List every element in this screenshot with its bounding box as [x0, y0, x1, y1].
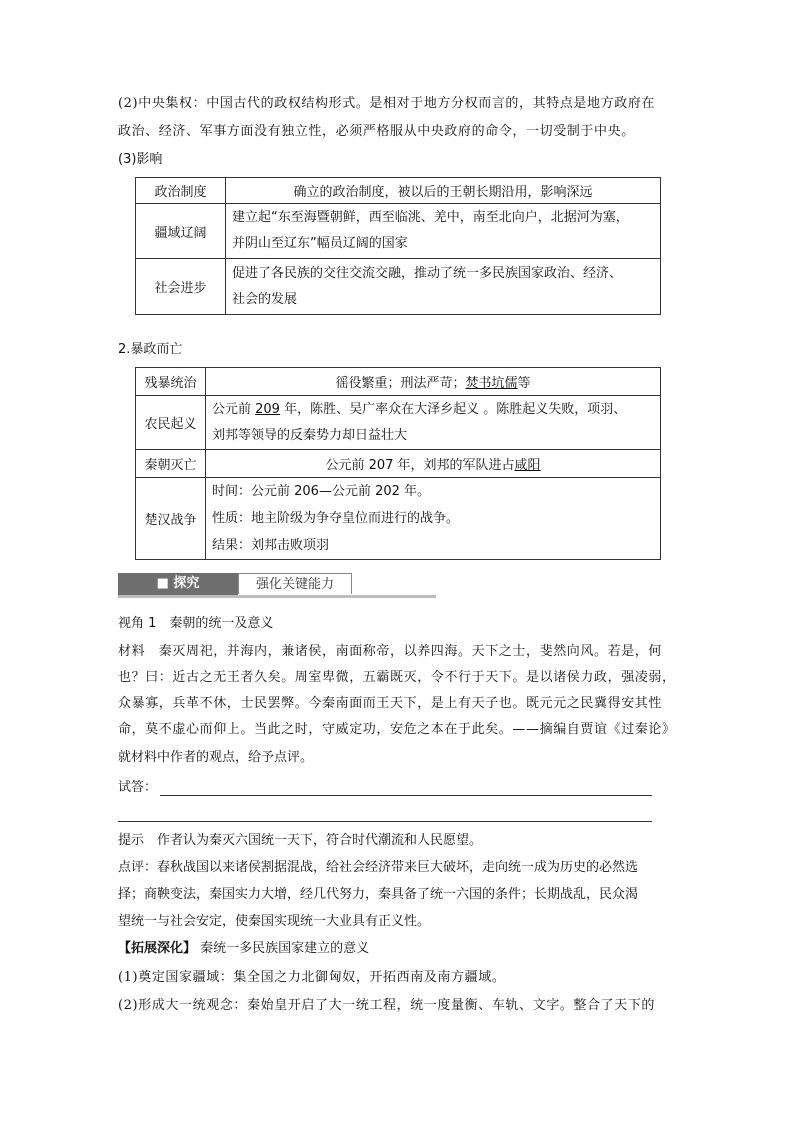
row-content: 确立的政治制度，被以后的王朝长期沿用，影响深远 [226, 178, 661, 204]
text-span: 等 [517, 376, 531, 391]
underlined-term: 焚书坑儒 [465, 376, 518, 391]
hint: 提示 作者认为秦灭六国统一天下，符合时代潮流和人民愿望。 [118, 833, 483, 848]
influence-table [135, 177, 661, 315]
row-line: 建立起“东至海暨朝鲜，西至临洮、羌中，南至北向户，北据河为塞， [232, 210, 629, 225]
row-head: 政治制度 [136, 178, 226, 204]
text-span: 公元前 207 年，刘邦的军队进占 [325, 458, 515, 473]
significance-line-1: (1)奠定国家疆域：集全国之力北御匈奴，开拓西南及南方疆域。 [118, 970, 506, 985]
underlined-term: 209 [255, 401, 280, 417]
comment-line-1: 点评：春秋战国以来诸侯割据混战，给社会经济带来巨大破坏，走向统一成为历史的必然选 [118, 860, 639, 875]
row-line: 并阴山至辽东”幅员辽阔的国家 [232, 236, 408, 251]
row-head: 社会进步 [136, 259, 226, 315]
row-content [206, 396, 661, 450]
text-span: 年，陈胜、吴广率众在大泽乡起义 。陈胜起义失败，项羽、 [279, 401, 627, 417]
material-line-2: 也？曰：近古之无王者久矣。周室卑微，五霸既灭，令不行于天下。是以诸侯力政，强凌弱， [118, 670, 676, 685]
angle-title: 视角 1 秦朝的统一及意义 [118, 616, 274, 631]
answer-line[interactable] [160, 795, 652, 796]
question: 就材料中作者的观点，给予点评。 [118, 750, 314, 765]
row-content [206, 450, 661, 478]
extend-tag: 【拓展深化】 [118, 941, 197, 956]
row-head: 秦朝灭亡 [136, 450, 206, 478]
central-power-line-1: (2)中央集权：中国古代的政权结构形式。是相对于地方分权而言的，其特点是地方政府在 [118, 96, 656, 111]
row-content [206, 478, 661, 560]
table-row [136, 368, 661, 396]
row-line: 社会的发展 [232, 291, 298, 307]
row-head: 疆域辽阔 [136, 204, 226, 259]
answer-line[interactable] [118, 821, 652, 822]
table-row [136, 478, 661, 560]
comment-line-3: 望统一与社会安定，使秦国实现统一大业具有正义性。 [118, 914, 431, 929]
row-line: 性质：地主阶级为争夺皇位而进行的战争。 [212, 511, 460, 526]
tyranny-heading: 2.暴政而亡 [118, 342, 183, 357]
material-line-3: 众暴寡，兵革不休，士民罢弊。今秦南面而王天下，是上有天子也。既元元之民冀得安其性 [118, 696, 663, 711]
text-span: 命，莫不虚心而仰上。当此之时，守威定功，安危之本在于此矣。 [118, 722, 513, 737]
central-power-line-2: 政治、经济、军事方面没有独立性，必须严格服从中央政府的命令，一切受制于中央。 [118, 124, 635, 139]
comment-line-2: 择；商鞅变法，秦国实力大增，经几代努力，秦具备了统一六国的条件；长期战乱，民众渴 [118, 887, 639, 902]
material-line-4 [118, 716, 678, 744]
row-line: 促进了各民族的交往交流交融，推动了统一多民族国家政治、经济、 [232, 265, 623, 281]
extend-title: 秦统一多民族国家建立的意义 [200, 941, 370, 956]
table-row [136, 259, 661, 315]
row-line: 时间：公元前 206—公元前 202 年。 [212, 484, 431, 499]
tyranny-table [135, 367, 661, 560]
material-line-1: 材料 秦灭周祀，并海内，兼诸侯，南面称帝，以养四海。天下之士，斐然向风。若是，何 [118, 644, 663, 659]
source-citation: ——摘编自贾谊《过秦论》 [512, 722, 676, 737]
table-row [136, 450, 661, 478]
text-span: 徭役繁重；刑法严苛； [335, 376, 466, 391]
row-content [226, 259, 661, 315]
extend-heading [118, 935, 678, 963]
influence-heading: (3)影响 [118, 152, 163, 167]
banner-underline [118, 595, 436, 598]
text-span: 公元前 [212, 401, 256, 417]
row-line: 结果：刘邦击败项羽 [212, 538, 330, 553]
table-row [136, 396, 661, 450]
row-head: 楚汉战争 [136, 478, 206, 560]
significance-line-2: (2)形成大一统观念：秦始皇开启了大一统工程，统一度量衡、车轨、文字。整合了天下的 [118, 998, 656, 1013]
section-banner [118, 573, 436, 597]
table-row [136, 178, 661, 204]
row-content [206, 368, 661, 396]
row-head: 农民起义 [136, 396, 206, 450]
row-content [226, 204, 661, 259]
row-line: 刘邦等领导的反秦势力却日益壮大 [212, 427, 408, 443]
row-line [212, 397, 654, 423]
answer-label: 试答： [118, 780, 158, 795]
banner-label: ■ 探究 [118, 573, 238, 595]
row-head: 残暴统治 [136, 368, 206, 396]
banner-subtitle: 强化关键能力 [238, 573, 352, 594]
underlined-term: 咸阳 [514, 458, 541, 473]
table-row [136, 204, 661, 259]
